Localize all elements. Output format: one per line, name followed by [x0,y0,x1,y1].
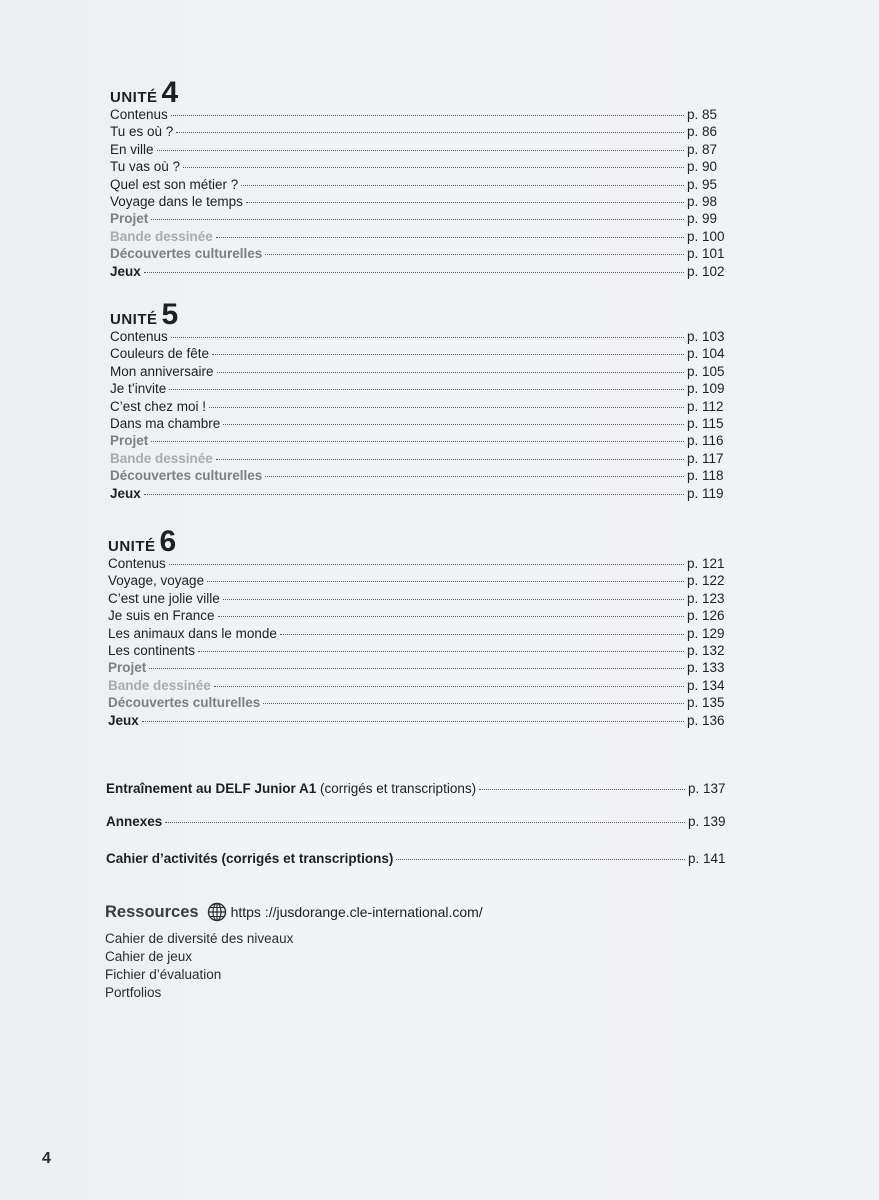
entry-title: Projet [108,660,147,676]
toc-row[interactable] [108,607,725,624]
dot-leader [212,354,684,355]
toc-row[interactable] [108,712,725,729]
toc-row[interactable] [110,345,725,362]
dot-leader [209,407,684,408]
page-ref: p. 122 [687,573,725,589]
unit-6-toc [108,555,725,729]
resource-item: Portfolios [105,985,162,1000]
toc-row[interactable] [108,625,725,642]
entry-title: Contenus [110,329,168,344]
resources-url-link[interactable]: https ://jusdorange.cle-international.com/ [230,904,483,920]
entry-title: Quel est son métier ? [110,176,239,192]
toc-row[interactable] [106,812,726,832]
entry-title: Contenus [110,107,168,122]
extra-entry-delf [106,779,726,799]
entry-title: Les continents [108,642,196,658]
toc-row[interactable] [110,210,725,227]
entry-subtitle: (corrigés et transcriptions) [316,781,477,796]
entry-title: Je suis en France [108,608,215,624]
toc-row[interactable] [110,141,725,158]
page-ref: p. 90 [687,159,718,175]
page-ref: p. 129 [687,625,725,641]
toc-row[interactable] [110,380,725,397]
dot-leader [151,219,684,220]
entry-title: C’est chez moi ! [110,398,207,414]
toc-row[interactable] [110,415,725,432]
toc-row[interactable] [108,572,725,589]
entry-title: Bande dessinée [110,228,213,244]
page-ref: p. 141 [688,851,726,866]
dot-leader [165,822,685,823]
dot-leader [169,564,684,565]
dot-leader [280,634,684,635]
dot-leader [218,616,684,617]
entry-title: Cahier d’activités (corrigés et transcriptions) [106,851,394,866]
toc-row[interactable] [110,106,725,123]
resources-list [105,930,705,1002]
dot-leader [223,424,684,425]
toc-row[interactable] [110,245,725,262]
page-ref: p. 135 [687,695,725,711]
toc-row[interactable] [108,659,725,676]
toc-row[interactable] [110,123,725,140]
unit-5-toc [110,328,725,502]
entry-title: Couleurs de fête [110,346,210,362]
dot-leader [216,237,684,238]
page-ref: p. 133 [687,660,725,676]
page-ref: p. 98 [687,193,718,209]
page-ref: p. 132 [687,642,725,658]
dot-leader [479,789,685,790]
dot-leader [183,167,684,168]
unit-4-section [110,76,725,280]
toc-row[interactable] [108,694,725,711]
dot-leader [198,651,684,652]
unit-5-heading [110,298,725,331]
toc-row[interactable] [110,485,725,502]
dot-leader [216,459,684,460]
unit-word: UNITÉ [110,89,158,106]
toc-row[interactable] [110,450,725,467]
entry-title: Je t’invite [110,381,167,397]
page-ref: p. 85 [687,107,718,122]
page-ref: p. 112 [687,398,724,414]
toc-row[interactable] [110,432,725,449]
page-ref: p. 134 [687,677,725,693]
unit-number: 5 [161,298,179,331]
page-ref: p. 121 [687,556,725,571]
toc-row[interactable] [108,642,725,659]
toc-row[interactable] [110,228,725,245]
resources-heading [105,900,705,924]
toc-row[interactable] [108,677,725,694]
dot-leader [223,599,684,600]
unit-number: 6 [159,525,177,558]
unit-6-section [108,525,725,729]
toc-row[interactable] [110,363,725,380]
page-ref: p. 86 [687,124,718,140]
resources-title: Ressources [105,902,199,921]
toc-row[interactable] [110,263,725,280]
page-ref: p. 95 [687,176,718,192]
resource-item: Cahier de jeux [105,949,193,964]
dot-leader [263,703,684,704]
entry-title: Bande dessinée [110,450,213,466]
page-ref: p. 117 [687,450,724,466]
resources-section [105,900,705,1002]
unit-6-heading [108,525,725,558]
page-ref: p. 103 [687,329,725,344]
toc-row[interactable] [110,398,725,415]
dot-leader [176,132,684,133]
dot-leader [157,150,684,151]
toc-row[interactable] [110,176,725,193]
dot-leader [169,389,684,390]
unit-word: UNITÉ [110,311,158,328]
extra-entry-annexes [106,812,726,832]
page-ref: p. 87 [687,141,718,157]
toc-row[interactable] [106,779,726,799]
page-ref: p. 104 [687,346,725,362]
dot-leader [149,668,684,669]
entry-title: Tu vas où ? [110,159,181,175]
page-ref: p. 137 [688,781,726,796]
page-ref: p. 139 [688,814,726,829]
entry-title: Découvertes culturelles [110,246,263,262]
entry-title: Voyage dans le temps [110,193,243,209]
page-ref: p. 123 [687,590,725,606]
toc-row[interactable] [106,849,726,869]
page-ref: p. 99 [687,211,718,227]
page-ref: p. 116 [687,433,724,449]
toc-row[interactable] [110,158,725,175]
dot-leader [142,721,684,722]
extra-entry-cahier [106,849,726,869]
resource-item: Cahier de diversité des niveaux [105,931,294,946]
toc-row[interactable] [108,555,725,572]
toc-row[interactable] [110,193,725,210]
entry-title: Découvertes culturelles [108,695,261,711]
page-ref: p. 105 [687,363,725,379]
entry-title: Voyage, voyage [108,573,205,589]
dot-leader [396,859,685,860]
toc-row[interactable] [110,467,725,484]
entry-title: Bande dessinée [108,677,211,693]
entry-title: Les animaux dans le monde [108,625,277,641]
dot-leader [265,254,684,255]
entry-title: Annexes [106,814,163,829]
dot-leader [241,185,684,186]
unit-4-toc [110,106,725,280]
entry-title: Tu es où ? [110,124,174,140]
page-ref: p. 118 [687,468,724,484]
entry-title: Projet [110,433,149,449]
dot-leader [246,202,684,203]
dot-leader [144,494,684,495]
entry-title: Jeux [110,485,141,501]
entry-title: Dans ma chambre [110,415,221,431]
page-ref: p. 119 [687,485,724,501]
entry-title: Jeux [110,263,141,279]
page-ref: p. 109 [687,381,725,397]
dot-leader [144,272,684,273]
page-ref: p. 126 [687,608,725,624]
dot-leader [214,686,684,687]
page-ref: p. 102 [687,263,725,279]
entry-title: Entraînement au DELF Junior A1 [106,781,317,796]
toc-row[interactable] [110,328,725,345]
entry-title: Projet [110,211,149,227]
unit-word: UNITÉ [108,538,156,555]
dot-leader [171,115,684,116]
entry-title: En ville [110,141,154,157]
page-ref: p. 115 [687,415,724,431]
entry-title: Mon anniversaire [110,363,214,379]
unit-5-section [110,298,725,502]
entry-title: Découvertes culturelles [110,468,263,484]
globe-icon [207,902,227,922]
dot-leader [265,476,684,477]
toc-row[interactable] [108,590,725,607]
entry-title: Contenus [108,556,166,571]
entry-title: C’est une jolie ville [108,590,220,606]
page-number: 4 [42,1150,51,1167]
unit-4-heading [110,76,725,109]
unit-number: 4 [161,76,179,109]
dot-leader [217,372,684,373]
resource-item: Fichier d’évaluation [105,967,222,982]
entry-title: Jeux [108,712,139,728]
page-ref: p. 101 [687,246,725,262]
dot-leader [171,337,684,338]
dot-leader [207,581,684,582]
page-ref: p. 136 [687,712,725,728]
page-ref: p. 100 [687,228,725,244]
dot-leader [151,441,684,442]
